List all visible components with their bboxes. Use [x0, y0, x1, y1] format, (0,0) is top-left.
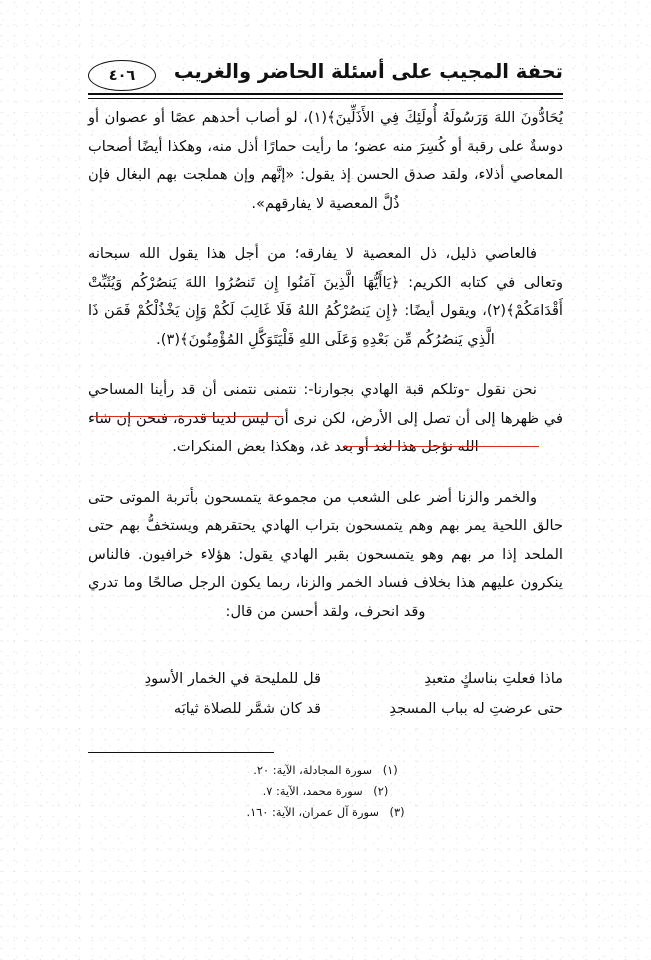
poem-verse-1 — [88, 664, 563, 694]
header-divider-thick — [88, 93, 563, 95]
paragraph-4: والخمر والزنا أضر على الشعب من مجموعة يتمسحون بأتربة الموتى حتى حالق اللحية يمر بهم وهم يتمسحون بتراب الهادي يحتقرهم ويستخفُّ بهم حتى الملحد إذا مر بهم وهو يتمسحون بقبر الهادي يقول: هؤلاء خرافيون. فالناس ينكرون عليهم هذا بخلاف فساد الخمر والزنا، ربما يكون الرجل صالحًا وما تدري وقد انحرف، ولقد أحسن من قال: — [88, 488, 563, 620]
footnote-3 — [88, 802, 563, 823]
verse-1-second-hemistich: ماذا فعلتِ بناسكٍ متعبدِ — [424, 670, 563, 687]
book-title: تحفة المجيب على أسئلة الحاضر والغريب — [173, 60, 563, 83]
page-header — [88, 58, 563, 102]
footnote-3-marker: (٣) — [389, 805, 405, 819]
footnote-separator-rule — [88, 752, 274, 753]
footnote-2 — [88, 781, 563, 802]
footnote-3-text: سورة آل عمران، الآية: ١٦٠. — [246, 805, 379, 819]
footnote-1-text: سورة المجادلة، الآية: ٢٠. — [253, 763, 373, 777]
paragraph-1: يُحَادُّونَ اللهَ وَرَسُولَهُ أُولَئِكَ فِي الأَذَلِّينَ﴾(١)، لو أصاب أحدهم عصًا أو عصوان أو دوسةٌ على رقبة أو كُسِرَ منه عضو؛ ما رأيت حمارًا أذل منه، وهكذا أيضًا أصحاب المعاصي أذلاء، ولقد صدق الحسن إذ يقول: «إنَّهم وإن هملجت بهم البغال فإن ذُلَّ المعصية لا يفارقهم». — [88, 109, 564, 212]
verse-1-first-hemistich: قل للمليحة في الخمار الأسودِ — [144, 670, 321, 687]
header-divider-thin — [88, 98, 563, 99]
paragraph-3-highlighted: نحن نقول -وتلكم قبة الهادي بجوارنا-: نتمنى نتمنى أن قد رأينا المساحي في ظهرها إلى أن تصل إلى الأرض، لكن نرى أن ليس لدينا قدرة، فنحن إن شاء الله نؤجل هذا لغد أو بعد غد، وهكذا بعض المنكرات. — [88, 381, 563, 455]
footnote-1-marker: (١) — [382, 763, 398, 777]
verse-2-second-hemistich: حتى عرضتِ له بباب المسجدِ — [389, 700, 563, 717]
poem-block — [88, 664, 563, 724]
poem-verse-2 — [88, 694, 563, 724]
red-underline-line-2 — [343, 446, 539, 447]
page-number-badge — [88, 60, 156, 91]
red-underline-line-1 — [93, 416, 283, 417]
paragraph-2: فالعاصي ذليل، ذل المعصية لا يفارقه؛ من أجل هذا يقول الله سبحانه وتعالى في كتابه الكريم: ﴿يَاأَيُّهَا الَّذِينَ آمَنُوا إِن تَنصُرُوا اللهَ يَنصُرْكُم وَيُثَبِّتْ أَقْدَامَكُمْ﴾(٢)، ويقول أيضًا: ﴿إِن يَنصُرْكُمُ اللهُ فَلَا غَالِبَ لَكُمْ وَإِن يَخْذُلْكُمْ فَمَن ذَا الَّذِي يَنصُرُكُم مِّن بَعْدِهِ وَعَلَى اللهِ فَلْيَتَوَكَّلِ المُؤْمِنُونَ﴾(٣). — [88, 245, 563, 348]
footnote-2-text: سورة محمد، الآية: ٧. — [262, 784, 363, 798]
footnote-1 — [88, 760, 563, 781]
body-text-column — [88, 104, 563, 626]
footnotes-block — [88, 760, 563, 823]
verse-2-first-hemistich: قد كان شمَّر للصلاة ثيابَه — [173, 700, 321, 717]
footnote-2-marker: (٢) — [373, 784, 389, 798]
page-number: ٤٠٦ — [108, 67, 136, 84]
